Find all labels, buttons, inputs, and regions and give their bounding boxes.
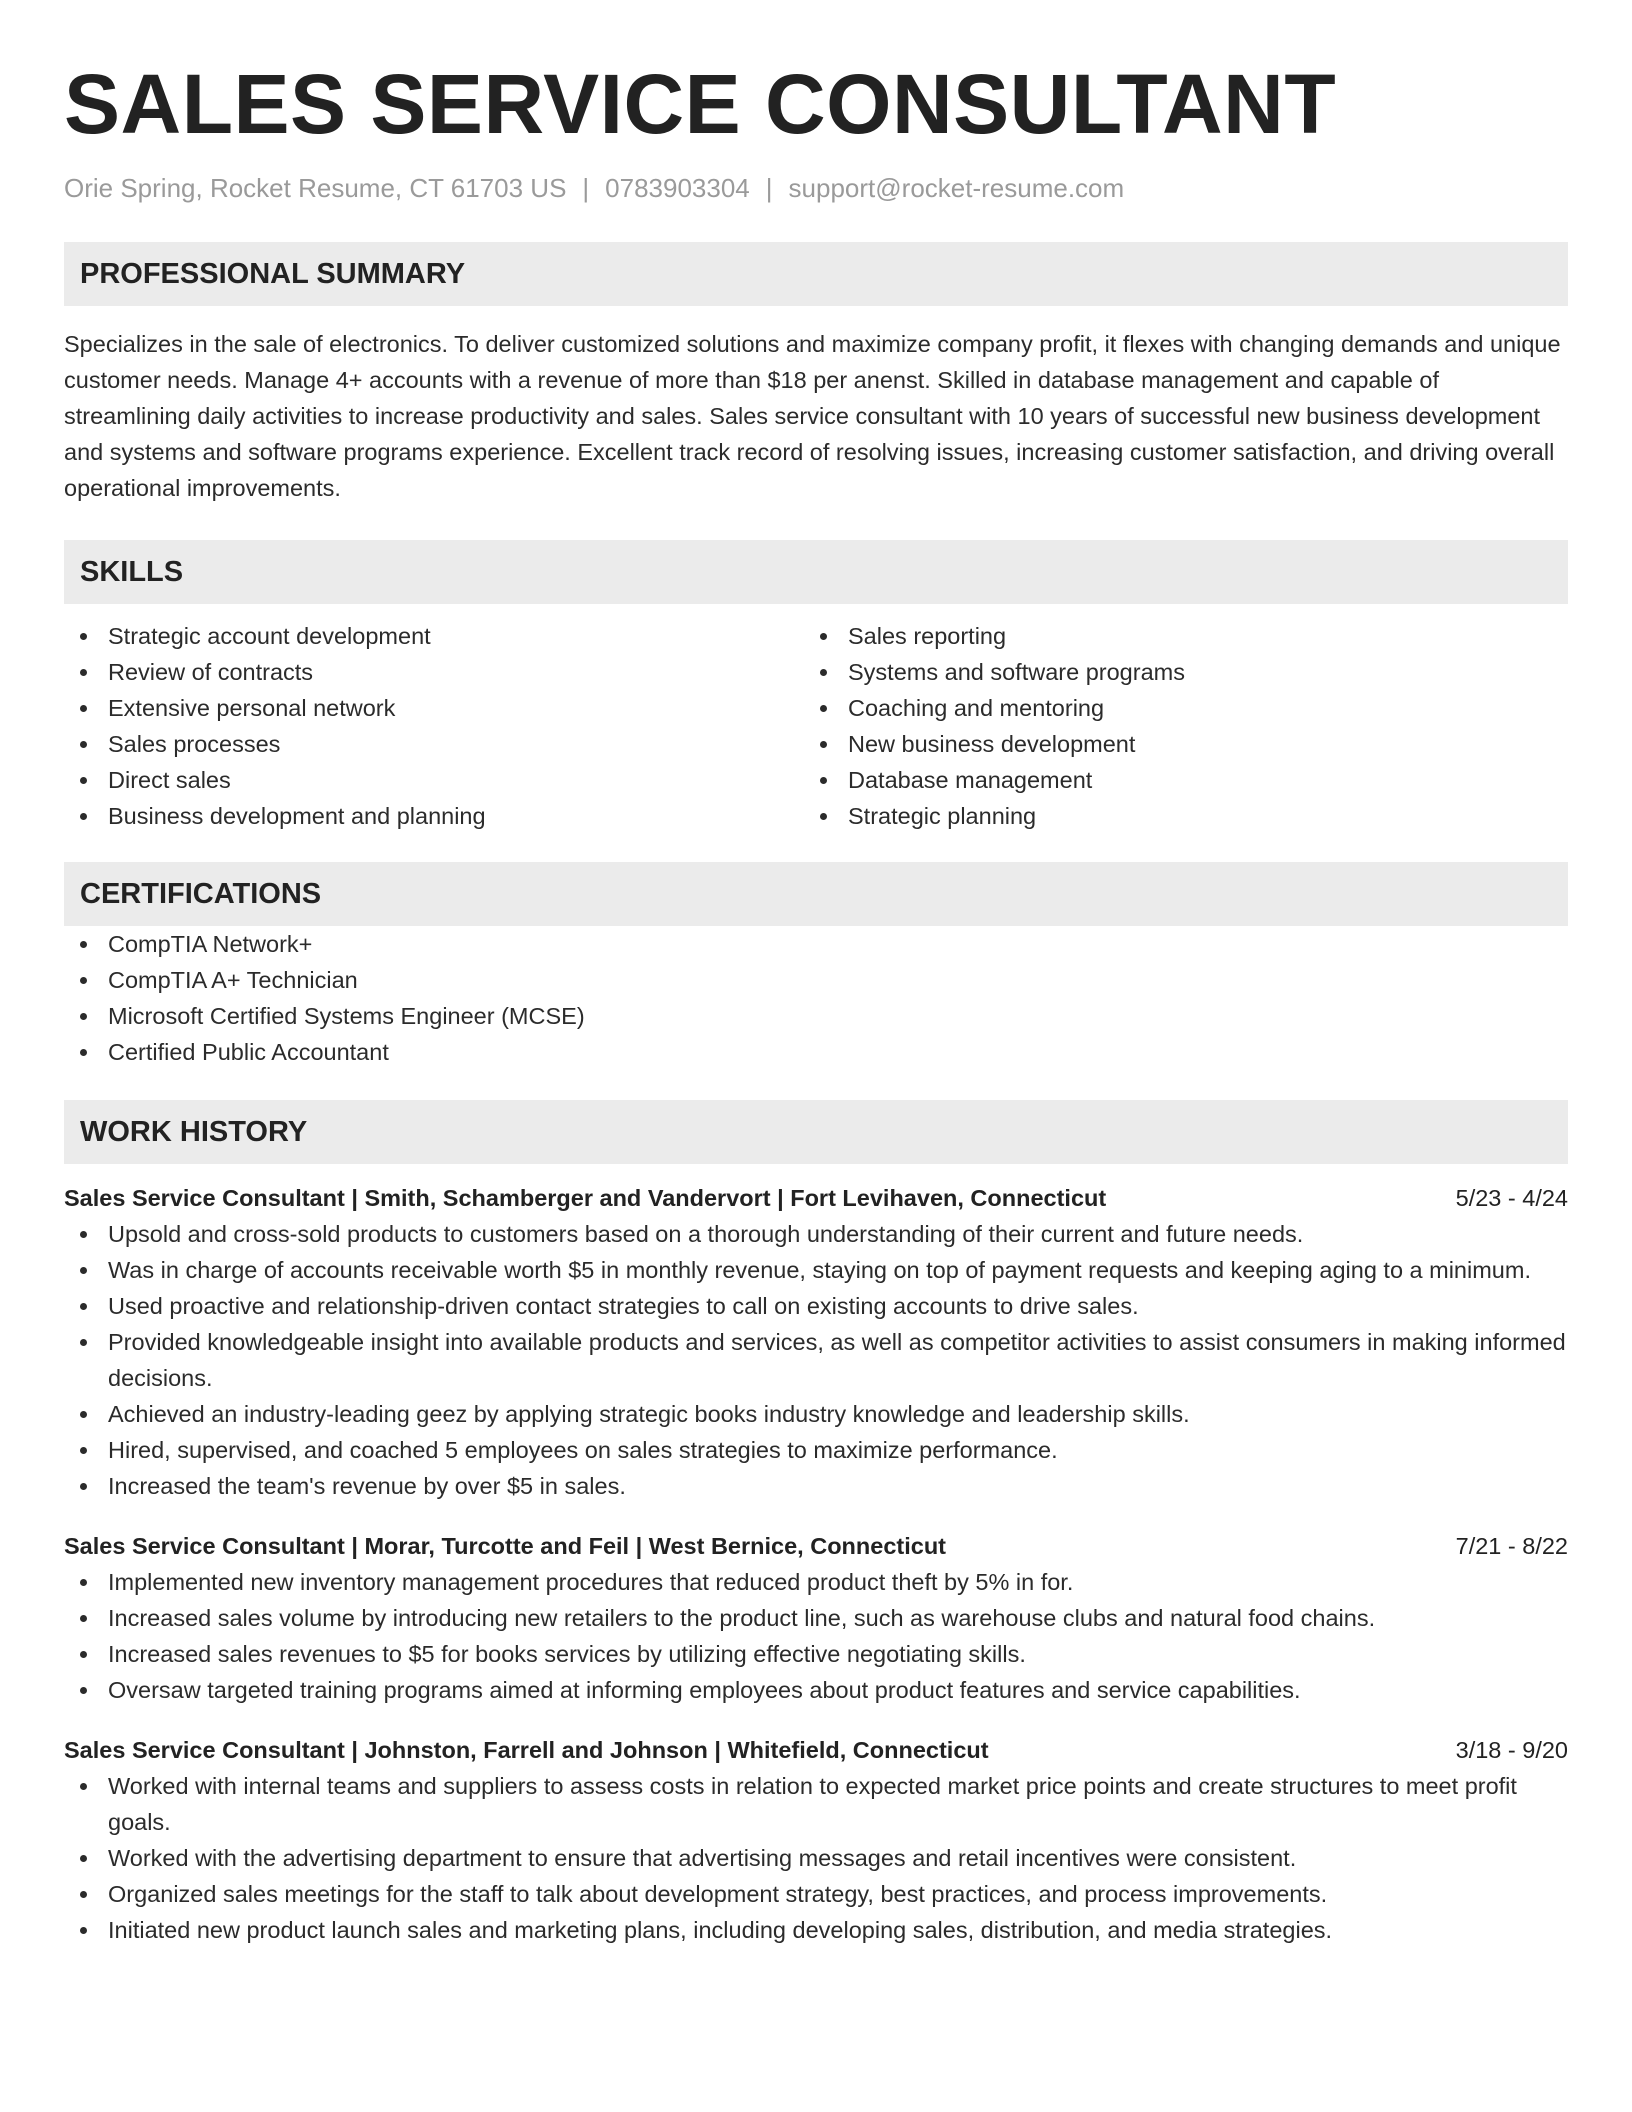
skill-item: Strategic account development [64, 618, 804, 654]
certification-item: Certified Public Accountant [64, 1034, 1568, 1070]
skills-section [64, 540, 1568, 834]
job-heading: Sales Service Consultant | Johnston, Farrell and Johnson | Whitefield, Connecticut [64, 1737, 989, 1763]
job-bullet: Increased sales revenues to $5 for books services by utilizing effective negotiating skills. [64, 1636, 1568, 1672]
summary-text: Specializes in the sale of electronics. To deliver customized solutions and maximize company profit, it flexes with changing demands and unique customer needs. Manage 4+ accounts with a revenue of more than $18 per anenst. Skilled in database management and capable of streamlining daily activities to increase productivity and sales. Sales service consultant with 10 years of successful new business development and systems and software programs experience. Excellent track record of resolving issues, increasing customer satisfaction, and driving overall operational improvements. [64, 331, 1561, 501]
contact-email: support@rocket-resume.com [788, 173, 1125, 203]
job-heading: Sales Service Consultant | Morar, Turcotte and Feil | West Bernice, Connecticut [64, 1533, 946, 1559]
job-bullet: Achieved an industry-leading geez by applying strategic books industry knowledge and leadership skills. [64, 1396, 1568, 1432]
job-bullet: Upsold and cross-sold products to customers based on a thorough understanding of their current and future needs. [64, 1216, 1568, 1252]
skill-item: Direct sales [64, 762, 804, 798]
job-bullet: Organized sales meetings for the staff to talk about development strategy, best practices, and process improvements. [64, 1876, 1568, 1912]
job-bullet: Used proactive and relationship-driven contact strategies to call on existing accounts to drive sales. [64, 1288, 1568, 1324]
skill-item: Business development and planning [64, 798, 804, 834]
job-dates: 3/18 - 9/20 [1455, 1737, 1568, 1763]
work-history-header: WORK HISTORY [64, 1100, 1568, 1164]
resume-name-title: SALES SERVICE CONSULTANT [64, 57, 1337, 151]
job-heading: Sales Service Consultant | Smith, Schamberger and Vandervort | Fort Levihaven, Connecticut [64, 1185, 1107, 1211]
job-bullet: Increased the team's revenue by over $5 in sales. [64, 1468, 1568, 1504]
skills-grid [64, 618, 1568, 834]
skills-header: SKILLS [64, 540, 1568, 604]
job-bullets [64, 1216, 1568, 1504]
contact-phone: 0783903304 [605, 173, 750, 203]
contact-separator: | [765, 173, 773, 203]
job-heading-row [64, 1180, 1568, 1216]
job-entry [64, 1732, 1568, 1948]
certifications-section [64, 862, 1568, 1070]
job-bullet: Initiated new product launch sales and marketing plans, including developing sales, distribution, and media strategies. [64, 1912, 1568, 1948]
skill-item: Sales reporting [804, 618, 1544, 654]
job-bullet: Provided knowledgeable insight into available products and services, as well as competitor activities to assist consumers in making informed decisions. [64, 1324, 1568, 1396]
summary-header: PROFESSIONAL SUMMARY [64, 242, 1568, 306]
skill-item: Sales processes [64, 726, 804, 762]
contact-address: Orie Spring, Rocket Resume, CT 61703 US [64, 173, 567, 203]
job-heading-row [64, 1732, 1568, 1768]
skill-item: Review of contracts [64, 654, 804, 690]
job-dates: 7/21 - 8/22 [1455, 1533, 1568, 1559]
certification-item: Microsoft Certified Systems Engineer (MCSE) [64, 998, 1568, 1034]
summary-section [64, 242, 1568, 506]
skill-item: Database management [804, 762, 1544, 798]
skills-right-list [804, 618, 1544, 834]
job-entry [64, 1528, 1568, 1708]
job-bullet: Oversaw targeted training programs aimed at informing employees about product features and service capabilities. [64, 1672, 1568, 1708]
job-bullet: Implemented new inventory management procedures that reduced product theft by 5% in for. [64, 1564, 1568, 1600]
contact-line [64, 172, 1568, 204]
job-bullets [64, 1564, 1568, 1708]
job-bullet: Increased sales volume by introducing new retailers to the product line, such as warehouse clubs and natural food chains. [64, 1600, 1568, 1636]
job-bullet: Worked with internal teams and suppliers to assess costs in relation to expected market price points and create structures to meet profit goals. [64, 1768, 1568, 1840]
job-entry [64, 1180, 1568, 1504]
job-bullet: Was in charge of accounts receivable worth $5 in monthly revenue, staying on top of payment requests and keeping aging to a minimum. [64, 1252, 1568, 1288]
skill-item: Systems and software programs [804, 654, 1544, 690]
certifications-header: CERTIFICATIONS [64, 862, 1568, 926]
certifications-list [64, 926, 1568, 1070]
job-bullet: Worked with the advertising department to ensure that advertising messages and retail incentives were consistent. [64, 1840, 1568, 1876]
job-bullet: Hired, supervised, and coached 5 employees on sales strategies to maximize performance. [64, 1432, 1568, 1468]
contact-separator: | [582, 173, 590, 203]
skill-item: Strategic planning [804, 798, 1544, 834]
job-heading-row [64, 1528, 1568, 1564]
work-history-section [64, 1100, 1568, 1948]
skill-item: Coaching and mentoring [804, 690, 1544, 726]
skill-item: Extensive personal network [64, 690, 804, 726]
job-bullets [64, 1768, 1568, 1948]
certification-item: CompTIA A+ Technician [64, 962, 1568, 998]
certification-item: CompTIA Network+ [64, 926, 1568, 962]
job-dates: 5/23 - 4/24 [1455, 1185, 1568, 1211]
skill-item: New business development [804, 726, 1544, 762]
skills-left-list [64, 618, 804, 834]
